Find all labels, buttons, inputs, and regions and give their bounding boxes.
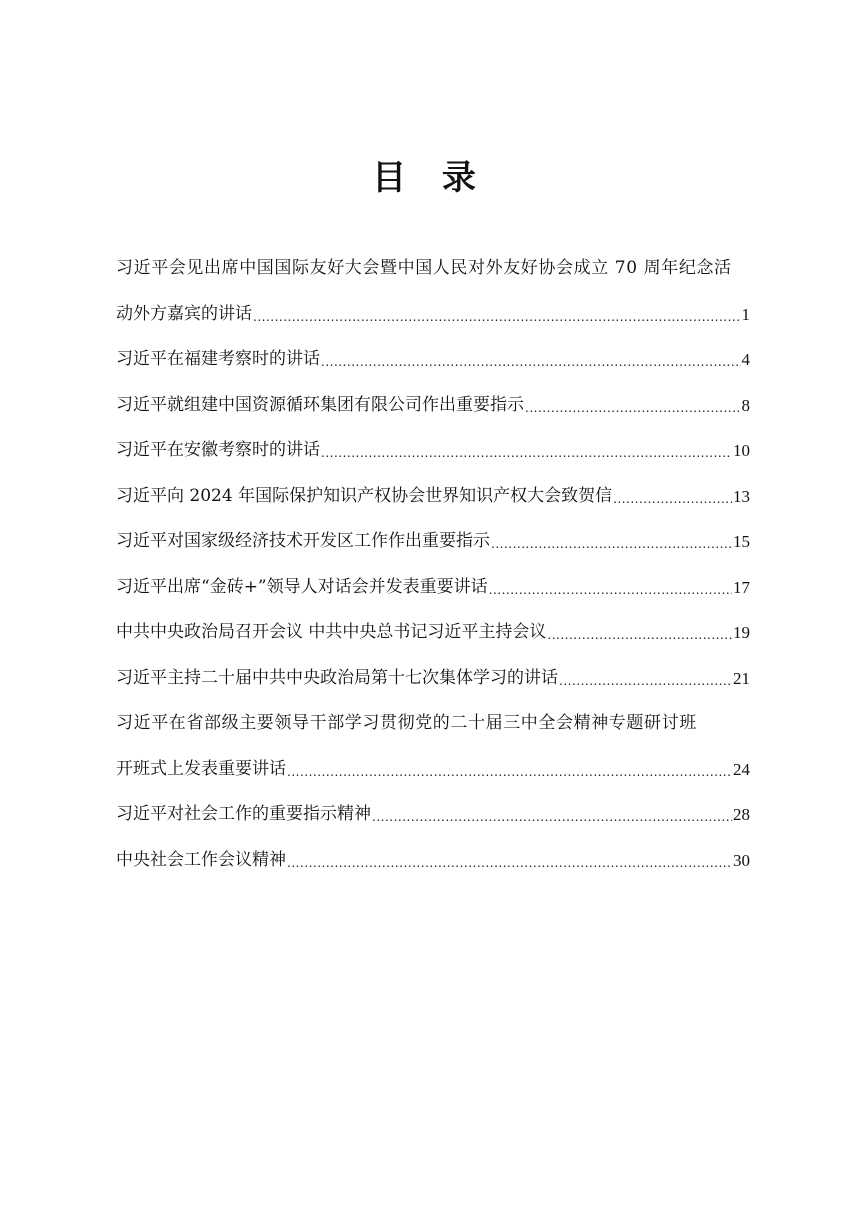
dot-leader xyxy=(547,622,732,648)
dot-leader xyxy=(253,304,741,330)
toc-entry[interactable] xyxy=(116,850,750,896)
dot-leader xyxy=(372,804,732,830)
table-of-contents xyxy=(116,258,750,895)
toc-entry[interactable] xyxy=(116,804,750,850)
dot-leader xyxy=(491,531,732,557)
toc-page-number: 4 xyxy=(741,350,750,369)
toc-entry[interactable] xyxy=(116,349,750,395)
toc-entry-title: 习近平在省部级主要领导干部学习贯彻党的二十届三中全会精神专题研讨班 xyxy=(116,713,697,733)
toc-entry-title: 动外方嘉宾的讲话 xyxy=(116,303,252,324)
dot-leader xyxy=(321,440,732,466)
toc-entry[interactable] xyxy=(116,531,750,577)
toc-entry-title: 习近平出席“金砖+”领导人对话会并发表重要讲话 xyxy=(116,576,488,597)
toc-entry-title: 习近平向 2024 年国际保护知识产权协会世界知识产权大会致贺信 xyxy=(116,485,613,506)
toc-entry-title: 习近平对国家级经济技术开发区工作作出重要指示 xyxy=(116,531,490,551)
toc-entry-title: 习近平对社会工作的重要指示精神 xyxy=(116,804,371,824)
toc-entry-title: 习近平在安徽考察时的讲话 xyxy=(116,440,320,460)
page-title: 目 录 xyxy=(372,158,488,198)
toc-entry[interactable] xyxy=(116,713,750,804)
toc-page-number: 10 xyxy=(733,441,750,460)
dot-leader xyxy=(559,668,732,694)
toc-entry-title: 习近平在福建考察时的讲话 xyxy=(116,349,320,369)
toc-entry-title: 中共中央政治局召开会议 中共中央总书记习近平主持会议 xyxy=(116,622,547,642)
toc-page-number: 13 xyxy=(733,486,750,506)
toc-page-number: 1 xyxy=(741,304,750,324)
dot-leader xyxy=(489,577,732,603)
toc-entry[interactable] xyxy=(116,668,750,714)
toc-entry[interactable] xyxy=(116,486,750,532)
toc-entry[interactable] xyxy=(116,577,750,623)
toc-entry[interactable] xyxy=(116,258,750,349)
toc-page-number: 17 xyxy=(733,577,750,597)
toc-entry[interactable] xyxy=(116,622,750,668)
toc-entry[interactable] xyxy=(116,440,750,486)
toc-page-number: 19 xyxy=(733,623,750,642)
toc-entry-title: 开班式上发表重要讲话 xyxy=(116,758,286,779)
dot-leader xyxy=(525,395,741,421)
toc-entry-title: 习近平主持二十届中共中央政治局第十七次集体学习的讲话 xyxy=(116,667,558,688)
toc-page-number: 8 xyxy=(741,395,750,415)
toc-page-number: 21 xyxy=(733,668,750,688)
toc-page-number: 15 xyxy=(733,532,750,551)
toc-entry-title: 习近平就组建中国资源循环集团有限公司作出重要指示 xyxy=(116,394,524,415)
toc-page-number: 24 xyxy=(733,759,750,779)
dot-leader xyxy=(613,486,732,512)
dot-leader xyxy=(321,349,741,375)
toc-page-number: 30 xyxy=(733,850,750,870)
toc-entry-title: 习近平会见出席中国国际友好大会暨中国人民对外友好协会成立 70 周年纪念活 xyxy=(116,258,732,278)
toc-entry-title: 中央社会工作会议精神 xyxy=(116,849,286,870)
toc-page-number: 28 xyxy=(733,805,750,824)
dot-leader xyxy=(287,850,732,876)
toc-entry[interactable] xyxy=(116,395,750,441)
dot-leader xyxy=(287,759,732,785)
